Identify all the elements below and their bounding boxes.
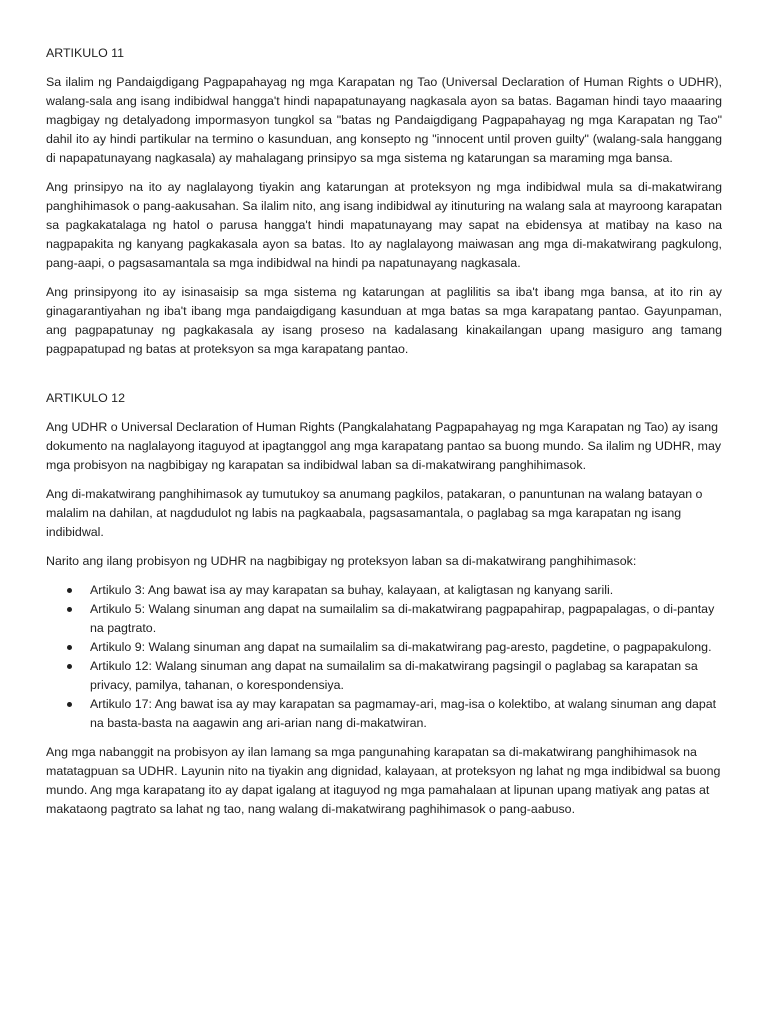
provision-text: Artikulo 5: Walang sinuman ang dapat na sumailalim sa di-makatwirang pagpapahirap, pagpapalagas, o di-pantay na pagtrato.: [90, 602, 715, 635]
provision-text: Artikulo 17: Ang bawat isa ay may karapatan sa pagmamay-ari, mag-isa o kolektibo, at walang sinuman ang dapat na basta-basta na aagawin ang ari-arian nang di-makatwiran.: [90, 697, 717, 730]
article-12-closing-paragraph: Ang mga nabanggit na probisyon ay ilan lamang sa mga pangunahing karapatan sa di-makatwirang panghihimasok na matatagpuan sa UDHR. Layunin nito na tiyakin ang dignidad, kalayaan, at proteksyon ng lahat ng mga indibidwal sa buong mundo. Ang mga karapatang ito ay dapat igalang at itaguyod ng mga pamahalaan at lipunan upang matiyak ang patas at makataong pagtrato sa lahat ng tao, nang walang di-makatwirang paghihimasok o pang-aabuso.: [46, 745, 721, 816]
bullet-icon: [67, 702, 72, 707]
list-item: [46, 657, 722, 695]
article-12-section: [46, 389, 722, 819]
provisions-list: [46, 581, 722, 733]
list-item: [46, 695, 722, 733]
article-12-heading: ARTIKULO 12: [46, 391, 125, 405]
bullet-icon: [67, 607, 72, 612]
provision-text: Artikulo 9: Walang sinuman ang dapat na sumailalim sa di-makatwirang pag-aresto, pagdetine, o pagpapakulong.: [90, 640, 712, 654]
provision-text: Artikulo 12: Walang sinuman ang dapat na sumailalim sa di-makatwirang pagsingil o paglabag sa karapatan sa privacy, pamilya, tahanan, o korespondensiya.: [90, 659, 698, 692]
list-item: [46, 638, 722, 657]
article-12-paragraph-2: Ang di-makatwirang panghihimasok ay tumutukoy sa anumang pagkilos, patakaran, o panuntunan na walang batayan o malalim na dahilan, at nagdudulot ng labis na pagkaabala, pagsasamantala, o paglabag sa mga karapatan ng isang indibidwal.: [46, 487, 703, 539]
bullet-icon: [67, 664, 72, 669]
article-11-section: [46, 44, 722, 359]
article-12-paragraph-1: Ang UDHR o Universal Declaration of Human Rights (Pangkalahatang Pagpapahayag ng mga Karapatan ng Tao) ay isang dokumento na naglalayong itaguyod at ipagtanggol ang mga karapatang pantao sa buong mundo. Sa ilalim ng UDHR, may mga probisyon na nagbibigay ng karapatan sa indibidwal laban sa di-makatwirang panghihimasok.: [46, 420, 722, 472]
section-spacer: [46, 369, 722, 389]
article-11-paragraph-2: Ang prinsipyo na ito ay naglalayong tiyakin ang katarungan at proteksyon ng mga indibidwal mula sa di-makatwirang panghihimasok o pang-aakusahan. Sa ilalim nito, ang isang indibidwal ay itinuturing na walang sala at mayroong karapatan sa pagkakatalaga ng hatol o parusa hangga't hindi mapatunayang may sapat na ebidensya at matibay na kaso na nagpapakita ng kanyang pagkakasala ayon sa batas. Ito ay naglalayong maiwasan ang mga di-makatwirang pagkulong, pang-aapi, o pagsasamantala sa mga indibidwal na hindi pa napatunayang nagkasala.: [46, 180, 722, 270]
document-page: [46, 44, 722, 829]
article-11-heading: ARTIKULO 11: [46, 46, 125, 60]
provision-text: Artikulo 3: Ang bawat isa ay may karapatan sa buhay, kalayaan, at kaligtasan ng kanyang sarili.: [90, 583, 614, 597]
article-12-paragraph-3: Narito ang ilang probisyon ng UDHR na nagbibigay ng proteksyon laban sa di-makatwirang panghihimasok:: [46, 554, 637, 568]
list-item: [46, 581, 722, 600]
list-item: [46, 600, 722, 638]
bullet-icon: [67, 645, 72, 650]
article-11-paragraph-3: Ang prinsipyong ito ay isinasaisip sa mga sistema ng katarungan at paglilitis sa iba't ibang mga bansa, at ito rin ay ginagarantiyahan ng iba't ibang mga pandaigdigang kasunduan at mga batas sa mga karapatang pantao. Gayunpaman, ang pagpapatunay ng pagkakasala ay isang proseso na kadalasang kinakailangan upang masiguro ang tamang pagpapatupad ng batas at proteksyon sa mga karapatang pantao.: [46, 285, 722, 356]
bullet-icon: [67, 588, 72, 593]
article-11-paragraph-1: Sa ilalim ng Pandaigdigang Pagpapahayag ng mga Karapatan ng Tao (Universal Declaration of Human Rights o UDHR), walang-sala ang isang indibidwal hangga't hindi napapatunayang nagkasala ayon sa batas. Bagaman hindi tayo maaaring magbigay ng detalyadong impormasyon tungkol sa "batas ng Pandaigdigang Pagpapahayag ng mga Karapatan ng Tao" dahil ito ay hindi partikular na termino o kasunduan, ang konsepto ng "innocent until proven guilty" (walang-sala hanggang di napapatunayang nagkasala) ay mahalagang prinsipyo sa mga sistema ng katarungan sa maraming mga bansa.: [46, 75, 722, 165]
